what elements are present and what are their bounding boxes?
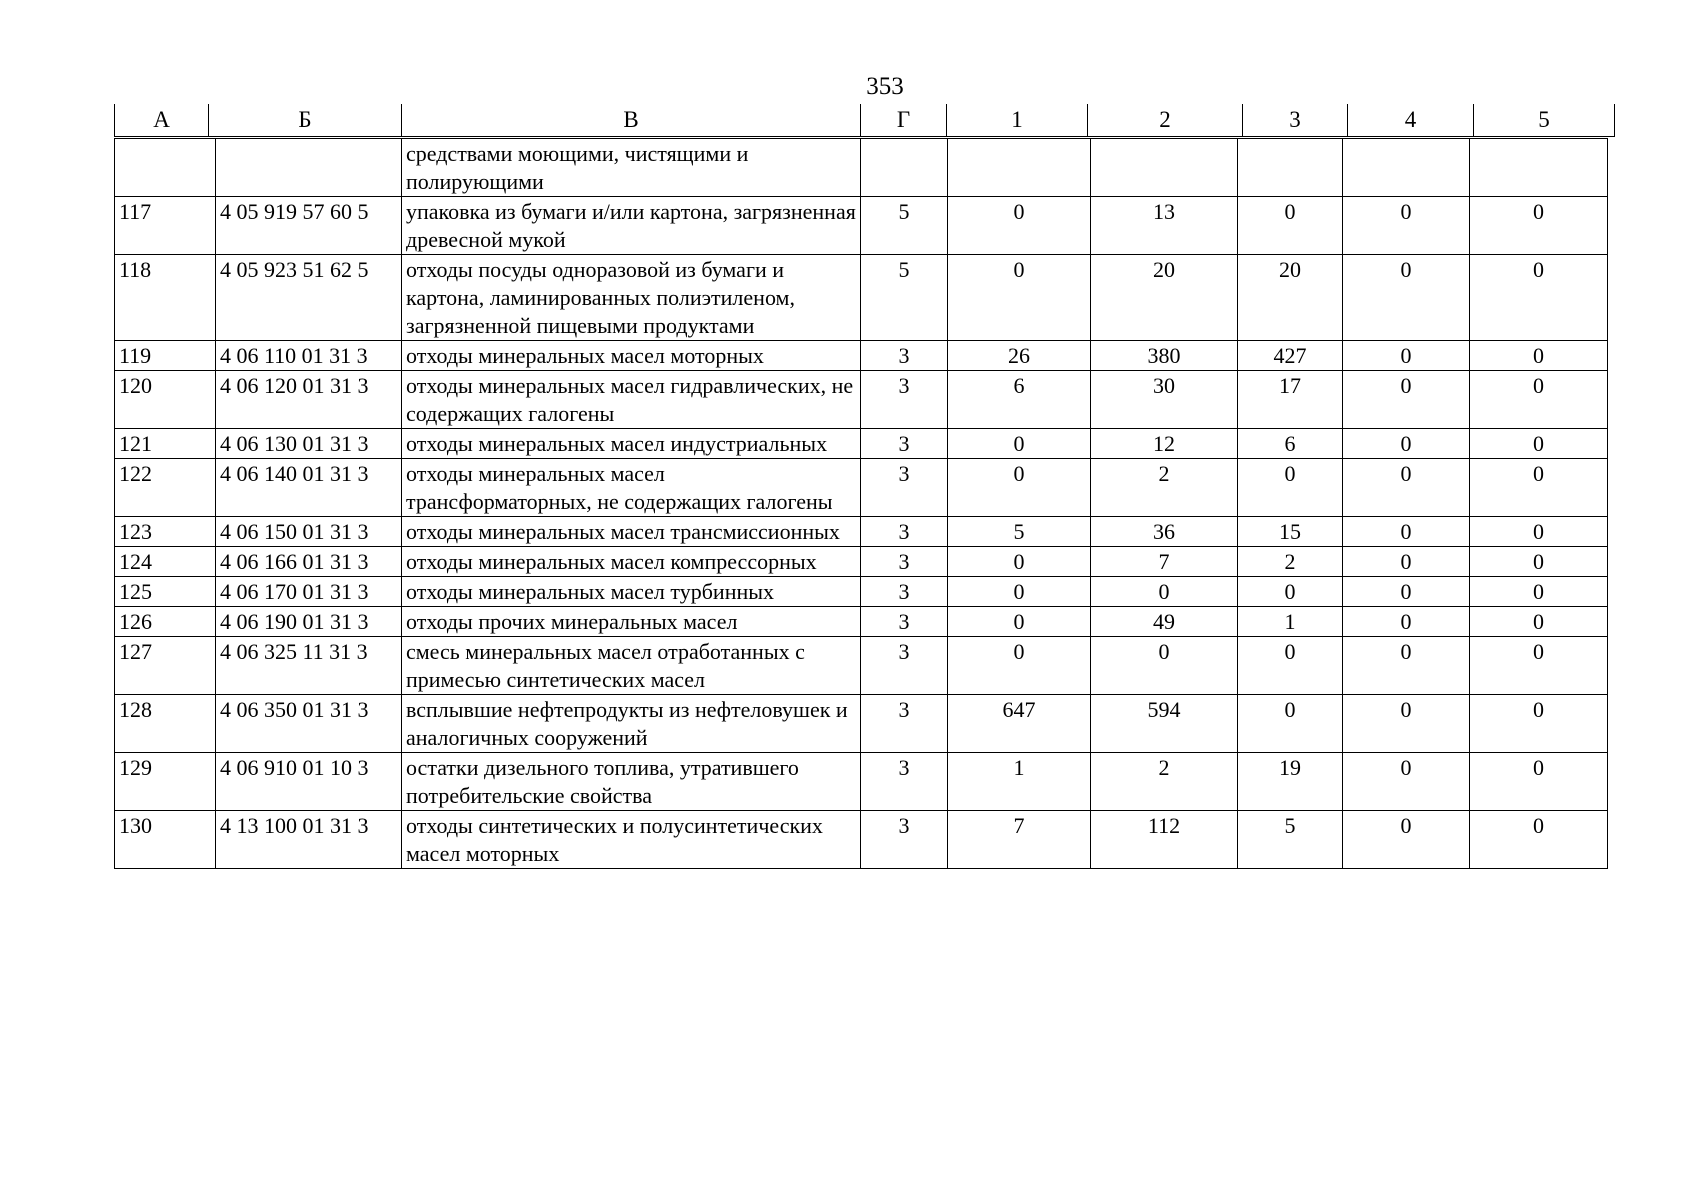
table-row: [115, 547, 1608, 577]
cell-v4: 0: [1343, 371, 1470, 429]
cell-v1: 5: [948, 517, 1091, 547]
cell-v3: 0: [1238, 695, 1343, 753]
cell-v5: 0: [1470, 341, 1608, 371]
cell-v2: 30: [1091, 371, 1238, 429]
cell-v3: 6: [1238, 429, 1343, 459]
cell-num: 120: [115, 371, 216, 429]
cell-g: 3: [861, 459, 948, 517]
cell-v4: 0: [1343, 753, 1470, 811]
cell-v2: 0: [1091, 577, 1238, 607]
cell-num: 130: [115, 811, 216, 869]
cell-num: 121: [115, 429, 216, 459]
cell-v4: 0: [1343, 695, 1470, 753]
cell-name: упаковка из бумаги и/или картона, загрязненная древесной мукой: [402, 197, 861, 255]
column-header-table: [114, 104, 1615, 137]
table-row: [115, 517, 1608, 547]
cell-v3: 1: [1238, 607, 1343, 637]
cell-g: [861, 139, 948, 197]
cell-v1: 647: [948, 695, 1091, 753]
cell-g: 5: [861, 255, 948, 341]
cell-g: 3: [861, 637, 948, 695]
column-header-v: В: [402, 104, 861, 137]
cell-code: 4 06 910 01 10 3: [216, 753, 402, 811]
cell-v4: 0: [1343, 577, 1470, 607]
cell-num: 129: [115, 753, 216, 811]
table-row: [115, 753, 1608, 811]
cell-v1: 0: [948, 607, 1091, 637]
table-row: [115, 637, 1608, 695]
cell-name: отходы минеральных масел гидравлических, не содержащих галогены: [402, 371, 861, 429]
cell-v2: 2: [1091, 753, 1238, 811]
cell-v1: 0: [948, 197, 1091, 255]
cell-v5: 0: [1470, 577, 1608, 607]
cell-v2: [1091, 139, 1238, 197]
cell-v1: 0: [948, 547, 1091, 577]
table-row: [115, 577, 1608, 607]
cell-num: 125: [115, 577, 216, 607]
cell-v3: 17: [1238, 371, 1343, 429]
table-row: [115, 695, 1608, 753]
cell-g: 3: [861, 547, 948, 577]
cell-v1: 1: [948, 753, 1091, 811]
cell-g: 3: [861, 753, 948, 811]
cell-code: 4 06 150 01 31 3: [216, 517, 402, 547]
cell-v2: 112: [1091, 811, 1238, 869]
cell-v5: 0: [1470, 607, 1608, 637]
table-row: [115, 197, 1608, 255]
cell-v4: 0: [1343, 811, 1470, 869]
cell-v3: 0: [1238, 197, 1343, 255]
cell-v4: 0: [1343, 637, 1470, 695]
cell-code: 4 06 350 01 31 3: [216, 695, 402, 753]
cell-name: отходы минеральных масел турбинных: [402, 577, 861, 607]
column-header-g: Г: [861, 104, 947, 137]
cell-code: [216, 139, 402, 197]
cell-v2: 36: [1091, 517, 1238, 547]
cell-name: отходы синтетических и полусинтетических масел моторных: [402, 811, 861, 869]
cell-num: 122: [115, 459, 216, 517]
cell-v3: [1238, 139, 1343, 197]
cell-code: 4 06 140 01 31 3: [216, 459, 402, 517]
cell-name: отходы минеральных масел трансформаторных, не содержащих галогены: [402, 459, 861, 517]
cell-v3: 19: [1238, 753, 1343, 811]
cell-g: 3: [861, 341, 948, 371]
cell-v1: [948, 139, 1091, 197]
cell-v5: 0: [1470, 695, 1608, 753]
cell-code: 4 06 110 01 31 3: [216, 341, 402, 371]
cell-v2: 2: [1091, 459, 1238, 517]
cell-num: 127: [115, 637, 216, 695]
cell-v5: 0: [1470, 459, 1608, 517]
cell-num: 123: [115, 517, 216, 547]
cell-g: 3: [861, 429, 948, 459]
cell-g: 3: [861, 607, 948, 637]
cell-num: 118: [115, 255, 216, 341]
cell-v4: 0: [1343, 341, 1470, 371]
cell-g: 3: [861, 371, 948, 429]
cell-v1: 6: [948, 371, 1091, 429]
cell-g: 3: [861, 695, 948, 753]
column-header-4: 4: [1348, 104, 1474, 137]
cell-v2: 20: [1091, 255, 1238, 341]
cell-v4: 0: [1343, 197, 1470, 255]
cell-name: отходы минеральных масел трансмиссионных: [402, 517, 861, 547]
column-header-3: 3: [1243, 104, 1348, 137]
column-header-1: 1: [947, 104, 1088, 137]
table-row: [115, 255, 1608, 341]
continuation-row: [115, 139, 1608, 197]
cell-v2: 12: [1091, 429, 1238, 459]
cell-v5: 0: [1470, 547, 1608, 577]
cell-v3: 20: [1238, 255, 1343, 341]
cell-v4: 0: [1343, 547, 1470, 577]
cell-num: 128: [115, 695, 216, 753]
cell-v1: 7: [948, 811, 1091, 869]
cell-num: 126: [115, 607, 216, 637]
cell-v5: [1470, 139, 1608, 197]
table-row: [115, 607, 1608, 637]
table-row: [115, 429, 1608, 459]
cell-v2: 0: [1091, 637, 1238, 695]
page-number: 353: [866, 73, 904, 100]
column-header-row: [115, 104, 1615, 137]
cell-v2: 49: [1091, 607, 1238, 637]
cell-v4: 0: [1343, 429, 1470, 459]
cell-code: 4 06 120 01 31 3: [216, 371, 402, 429]
cell-code: 4 06 170 01 31 3: [216, 577, 402, 607]
cell-v3: 0: [1238, 577, 1343, 607]
cell-v5: 0: [1470, 429, 1608, 459]
cell-name: всплывшие нефтепродукты из нефтеловушек и аналогичных сооружений: [402, 695, 861, 753]
cell-v5: 0: [1470, 517, 1608, 547]
cell-v3: 0: [1238, 459, 1343, 517]
table-row: [115, 371, 1608, 429]
cell-name: отходы минеральных масел компрессорных: [402, 547, 861, 577]
cell-code: 4 06 325 11 31 3: [216, 637, 402, 695]
cell-v5: 0: [1470, 197, 1608, 255]
cell-v2: 7: [1091, 547, 1238, 577]
cell-num: 119: [115, 341, 216, 371]
table-row: [115, 341, 1608, 371]
cell-num: 117: [115, 197, 216, 255]
cell-name: остатки дизельного топлива, утратившего потребительские свойства: [402, 753, 861, 811]
waste-data-table: [114, 138, 1608, 869]
cell-v3: 15: [1238, 517, 1343, 547]
cell-v1: 0: [948, 429, 1091, 459]
cell-g: 3: [861, 811, 948, 869]
cell-v3: 5: [1238, 811, 1343, 869]
column-header-b: Б: [209, 104, 402, 137]
cell-v2: 13: [1091, 197, 1238, 255]
cell-v5: 0: [1470, 255, 1608, 341]
cell-v5: 0: [1470, 637, 1608, 695]
cell-v2: 594: [1091, 695, 1238, 753]
cell-v3: 427: [1238, 341, 1343, 371]
cell-code: 4 06 166 01 31 3: [216, 547, 402, 577]
cell-name: отходы посуды одноразовой из бумаги и картона, ламинированных полиэтиленом, загрязненной пищевыми продуктами: [402, 255, 861, 341]
cell-code: 4 06 130 01 31 3: [216, 429, 402, 459]
cell-name: смесь минеральных масел отработанных с примесью синтетических масел: [402, 637, 861, 695]
cell-g: 3: [861, 577, 948, 607]
cell-v1: 0: [948, 255, 1091, 341]
cell-v4: 0: [1343, 459, 1470, 517]
column-header-2: 2: [1088, 104, 1243, 137]
cell-v1: 26: [948, 341, 1091, 371]
cell-g: 5: [861, 197, 948, 255]
cell-v5: 0: [1470, 811, 1608, 869]
column-header-5: 5: [1474, 104, 1615, 137]
cell-v5: 0: [1470, 753, 1608, 811]
cell-code: 4 13 100 01 31 3: [216, 811, 402, 869]
cell-v5: 0: [1470, 371, 1608, 429]
cell-v4: 0: [1343, 607, 1470, 637]
cell-num: [115, 139, 216, 197]
cell-v1: 0: [948, 637, 1091, 695]
cell-num: 124: [115, 547, 216, 577]
cell-code: 4 06 190 01 31 3: [216, 607, 402, 637]
cell-v1: 0: [948, 577, 1091, 607]
cell-name: средствами моющими, чистящими и полирующими: [402, 139, 861, 197]
column-header-a: А: [115, 104, 209, 137]
cell-code: 4 05 923 51 62 5: [216, 255, 402, 341]
cell-v4: [1343, 139, 1470, 197]
cell-v1: 0: [948, 459, 1091, 517]
cell-name: отходы минеральных масел индустриальных: [402, 429, 861, 459]
cell-name: отходы минеральных масел моторных: [402, 341, 861, 371]
cell-code: 4 05 919 57 60 5: [216, 197, 402, 255]
table-row: [115, 459, 1608, 517]
cell-g: 3: [861, 517, 948, 547]
cell-name: отходы прочих минеральных масел: [402, 607, 861, 637]
cell-v4: 0: [1343, 255, 1470, 341]
cell-v3: 0: [1238, 637, 1343, 695]
cell-v4: 0: [1343, 517, 1470, 547]
cell-v2: 380: [1091, 341, 1238, 371]
cell-v3: 2: [1238, 547, 1343, 577]
table-row: [115, 811, 1608, 869]
